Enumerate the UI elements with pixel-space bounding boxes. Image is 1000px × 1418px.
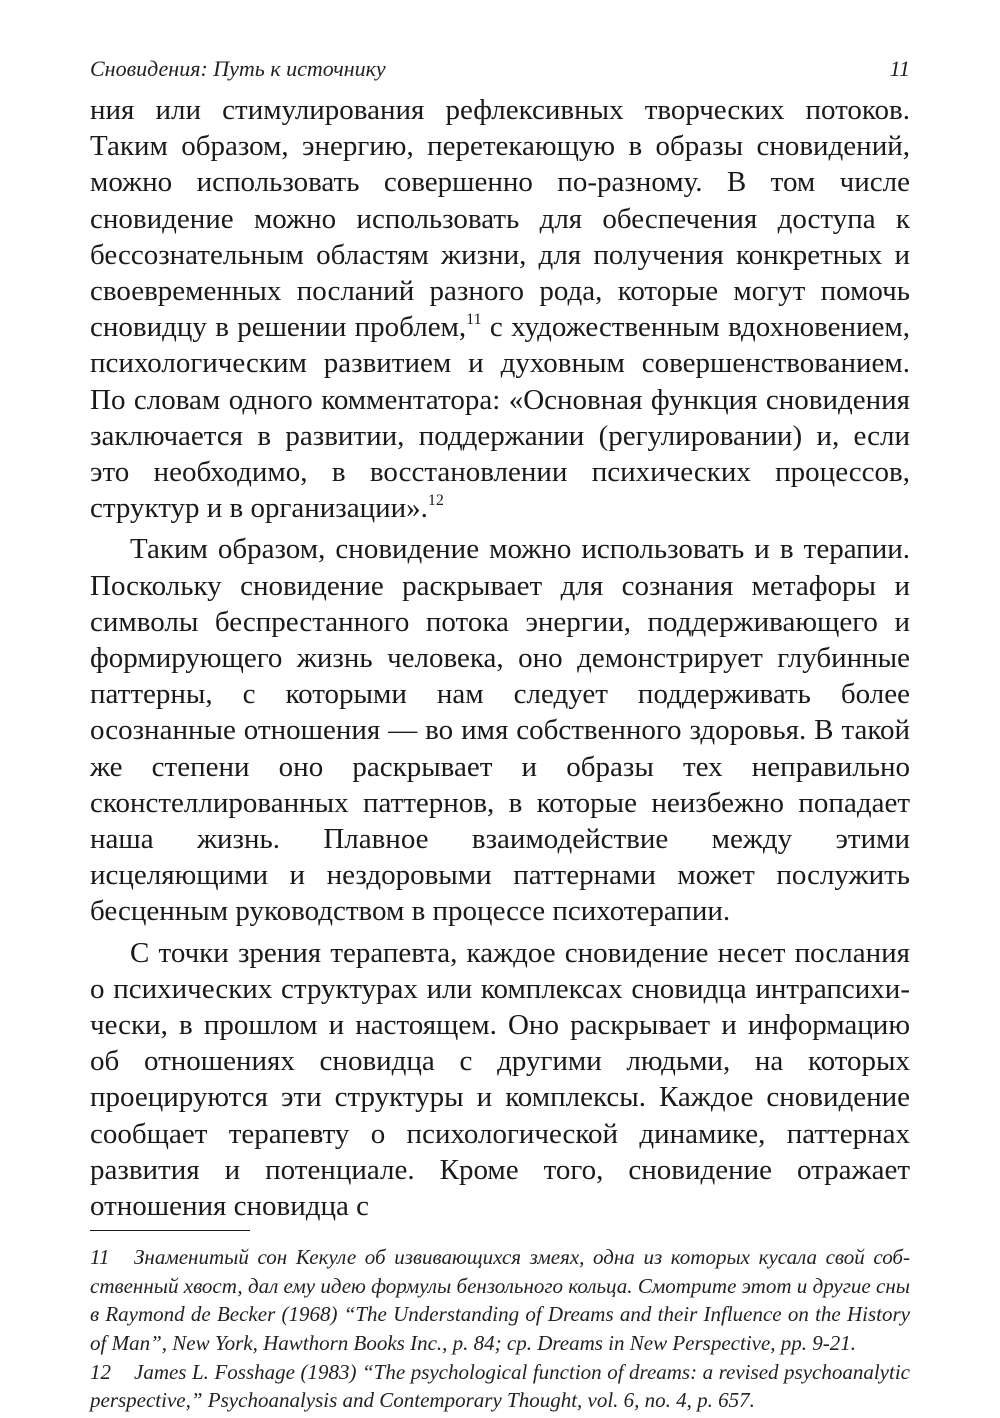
- paragraph-1: [90, 92, 910, 526]
- running-header: [90, 54, 910, 92]
- footnote-ref-11[interactable]: 11: [466, 310, 482, 328]
- page-number: 11: [889, 56, 910, 81]
- footnote-11: [90, 1243, 910, 1357]
- footnote-ref-12[interactable]: 12: [427, 491, 444, 509]
- book-page: [90, 54, 910, 1415]
- main-text: [90, 92, 910, 1224]
- footnote-divider: [90, 1230, 250, 1231]
- footnote-12: [90, 1358, 910, 1415]
- footnote-number: 12: [90, 1359, 111, 1384]
- running-title: Сновидения: Путь к источнику: [90, 56, 386, 81]
- paragraph-3: С точки зрения терапевта, каждое сновидение несет послания о психических структурах или комплексах сновидца интрапсихически, в прошлом и настоящем. Оно раскрывает и информацию об отношениях сновидца с другими людьми, на которых проецируются эти структуры и комплексы. Каждое сновидение сообщает терапевту о психологической динамике, паттернах развития и потенциале. Кроме того, сновидение отражает отношения сновидца с: [90, 936, 910, 1223]
- paragraph-1-part-a: ния или стимулирования рефлексивных творческих потоков. Таким образом, энергию, перетекающую в образы сновидений, можно использовать совершенно по-разному. В том числе сновидение можно использовать для обеспечения доступа к бессознательным областям жизни, для получения конкретных и своевременных посланий разного рода, которые могут помочь сновидцу в решении проблем,: [90, 94, 910, 344]
- paragraph-2: Таким образом, сновидение можно использовать и в терапии. Поскольку сновидение раскрывает для сознания метафоры и символы беспрестанного потока энергии, поддерживающего и формирующего жизнь человека, оно демонстрирует глубинные паттерны, с которыми нам следует поддерживать более осознанные отношения — во имя собственного здоровья. В такой же степени оно раскрывает и образы тех неправильно сконстеллированных паттернов, в которые неизбежно попадает наша жизнь. Плавное взаимодействие между этими исцеляющими и нездоровыми паттернами может послужить бесценным руководством в процессе психотерапии.: [90, 533, 910, 928]
- footnotes: [90, 1243, 910, 1415]
- footnote-number: 11: [90, 1245, 110, 1270]
- footnote-text: Знаменитый сон Кекуле об извивающихся змеях, одна из которых кусала свой собственный хвост, дал ему идею формулы бензольного кольца. Смотрите этот и другие сны в Raymond de Becker (1968) “The Understanding of Dreams and their Influence on the History of Man”, New York, Hawthorn Books Inc., p. 84; cp. Dreams in New Perspective, pp. 9-21.: [90, 1245, 910, 1356]
- footnote-text: James L. Fosshage (1983) “The psychological function of dreams: a revised psychoanalytic perspective,” Psychoanalysis and Contemporary Thought, vol. 6, no. 4, p. 657.: [90, 1359, 910, 1413]
- paragraph-1-part-b: с художественным вдохновением, психологическим развитием и духовным совершенствованием. По словам одного комментатора: «Основная функция сновидения заключается в развитии, поддержании (регулировании) и, если это необходимо, в восстановлении психических процессов, структур и в организации».: [90, 311, 911, 525]
